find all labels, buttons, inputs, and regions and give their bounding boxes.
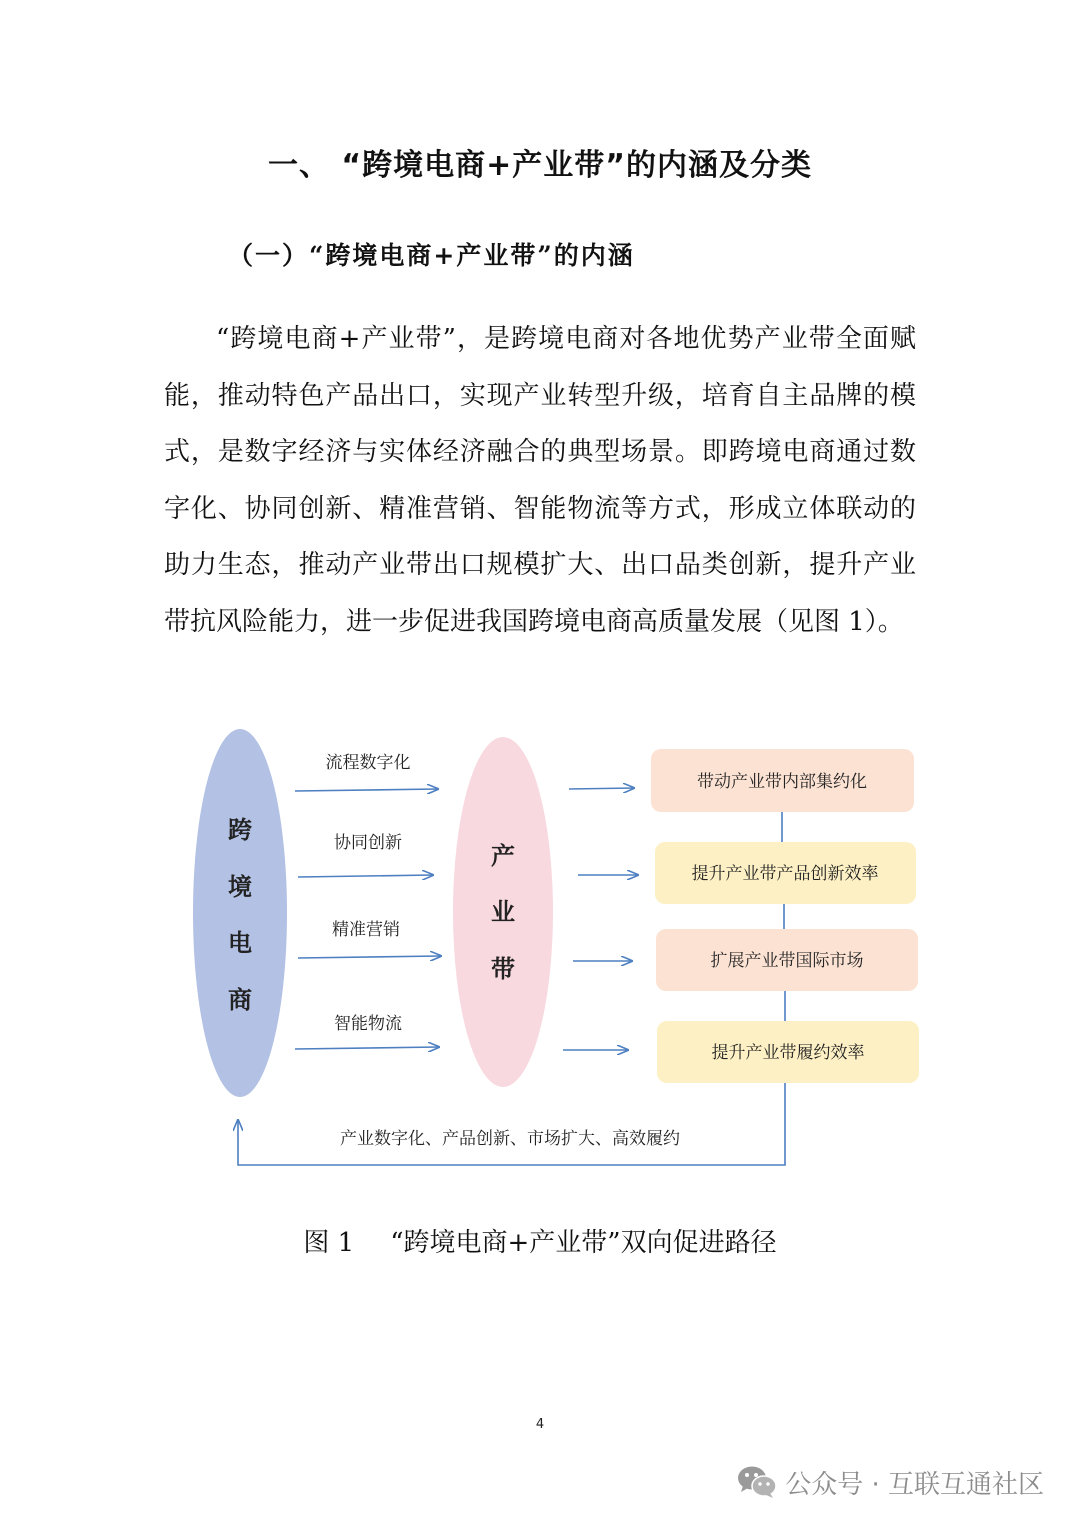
- wechat-icon: [737, 1465, 777, 1499]
- figure-diagram: [180, 720, 940, 1190]
- arrow-label: 智能物流: [334, 1014, 402, 1034]
- middle-ellipse-char: 带: [491, 955, 515, 983]
- watermark-text: 公众号 · 互联互通社区: [785, 1469, 1044, 1500]
- figure-title: “跨境电商+产业带”双向促进路径: [390, 1228, 777, 1258]
- outcome-box-label: 带动产业带内部集约化: [697, 772, 867, 792]
- left-ellipse-char: 跨: [228, 816, 252, 844]
- arrow-left-3: [298, 956, 441, 958]
- arrow-label: 流程数字化: [325, 753, 411, 773]
- watermark: [737, 1460, 1044, 1504]
- left-ellipse-char: 商: [228, 986, 252, 1014]
- figure-number: 图 1: [303, 1228, 355, 1258]
- outcome-box-label: 扩展产业带国际市场: [710, 951, 864, 971]
- section-heading: 一、 “跨境电商+产业带”的内涵及分类: [267, 148, 812, 183]
- middle-ellipse-char: 产: [491, 842, 515, 870]
- arrow-left-4: [295, 1047, 439, 1049]
- left-ellipse: [193, 729, 287, 1097]
- outcome-box-label: 提升产业带履约效率: [711, 1043, 865, 1063]
- arrow-left-2: [298, 875, 433, 877]
- middle-ellipse-char: 业: [491, 898, 515, 926]
- arrow-label: 精准营销: [332, 920, 400, 940]
- feedback-label: 产业数字化、产品创新、市场扩大、高效履约: [340, 1129, 680, 1149]
- feedback-arrow: [238, 1083, 785, 1165]
- outcome-box-label: 提升产业带产品创新效率: [691, 864, 879, 884]
- arrow-left-1: [295, 789, 438, 791]
- subsection-heading: （一）“跨境电商+产业带”的内涵: [228, 241, 635, 270]
- arrow-label: 协同创新: [334, 833, 402, 853]
- left-ellipse-char: 电: [228, 929, 252, 957]
- body-paragraph: “跨境电商+产业带”，是跨境电商对各地优势产业带全面赋能，推动特色产品出口，实现产业转型升级，培育自主品牌的模式，是数字经济与实体经济融合的典型场景。即跨境电商通过数字化、协同创新、精准营销、智能物流等方式，形成立体联动的助力生态，推动产业带出口规模扩大、出口品类创新，提升产业带抗风险能力，进一步促进我国跨境电商高质量发展（见图 1）。: [164, 324, 916, 637]
- page-number: 4: [535, 1417, 545, 1432]
- left-ellipse-char: 境: [228, 873, 252, 901]
- figure-caption: [0, 1222, 1080, 1259]
- arrow-right-1: [569, 788, 634, 789]
